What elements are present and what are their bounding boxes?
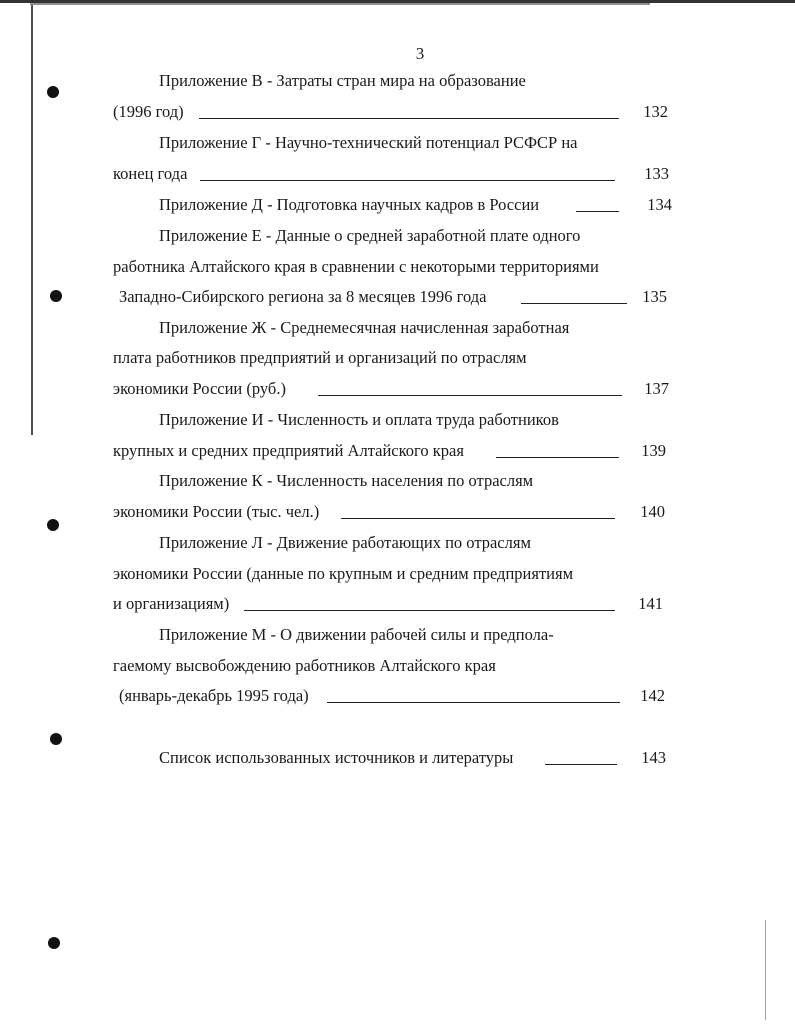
toc-entry-line: (1996 год) xyxy=(113,102,184,121)
toc-page-number: 135 xyxy=(642,287,667,306)
toc-page-number: 141 xyxy=(638,594,663,613)
leader-line xyxy=(496,457,619,458)
toc-entry-line: Приложение Д - Подготовка научных кадров в России xyxy=(159,195,540,214)
toc-entry-line: Приложение К - Численность населения по отраслям xyxy=(159,471,534,490)
punch-hole-icon xyxy=(48,937,60,949)
toc-entry-line: экономики России (тыс. чел.) xyxy=(113,502,320,521)
punch-hole-icon xyxy=(47,519,59,531)
leader-line xyxy=(244,610,615,611)
toc-page-number: 140 xyxy=(640,502,665,521)
page-number: 3 xyxy=(415,44,425,63)
scan-edge-left xyxy=(31,5,33,435)
punch-hole-icon xyxy=(50,733,62,745)
toc-entry-line: гаемому высвобождению работников Алтайского края xyxy=(113,656,496,675)
toc-entry-line: Приложение Ж - Среднемесячная начисленная заработная xyxy=(159,318,570,337)
toc-page-number: 139 xyxy=(641,441,666,460)
toc-entry-line: экономики России (руб.) xyxy=(113,379,286,398)
toc-entry-line: Приложение М - О движении рабочей силы и предпола- xyxy=(159,625,554,644)
toc-page-number: 133 xyxy=(644,164,669,183)
toc-entry-line: Список использованных источников и литературы xyxy=(159,748,514,767)
toc-entry-line: плата работников предприятий и организаций по отраслям xyxy=(113,348,527,367)
leader-line xyxy=(318,395,622,396)
toc-entry-line: Приложение Г - Научно-технический потенциал РСФСР на xyxy=(159,133,578,152)
toc-page-number: 137 xyxy=(644,379,669,398)
toc-entry-line: Приложение И - Численность и оплата труда работников xyxy=(159,410,559,429)
toc-entry-line: и организациям) xyxy=(113,594,230,613)
toc-entry-line: Приложение Л - Движение работающих по отраслям xyxy=(159,533,531,552)
toc-entry-line: работника Алтайского края в сравнении с некоторыми территориями xyxy=(113,257,599,276)
toc-page-number: 142 xyxy=(640,686,665,705)
scan-edge-top-inner xyxy=(30,3,650,5)
toc-page-number: 132 xyxy=(643,102,668,121)
toc-page-number: 134 xyxy=(647,195,672,214)
toc-entry-line: Приложение Е - Данные о средней заработной плате одного xyxy=(159,226,581,245)
toc-entry-line: (январь-декабрь 1995 года) xyxy=(119,686,309,705)
leader-line xyxy=(200,180,615,181)
toc-entry-line: экономики России (данные по крупным и средним предприятиям xyxy=(113,564,574,583)
toc-entry-line: крупных и средних предприятий Алтайского края xyxy=(113,441,464,460)
scan-edge-right xyxy=(765,920,766,1020)
toc-entry-line: Западно-Сибирского региона за 8 месяцев 1996 года xyxy=(119,287,487,306)
leader-line xyxy=(327,702,620,703)
punch-hole-icon xyxy=(50,290,62,302)
toc-entry-line: Приложение В - Затраты стран мира на образование xyxy=(159,71,526,90)
punch-hole-icon xyxy=(47,86,59,98)
leader-line xyxy=(199,118,619,119)
toc-entry-line: конец года xyxy=(113,164,188,183)
toc-page-number: 143 xyxy=(641,748,666,767)
leader-line xyxy=(341,518,615,519)
